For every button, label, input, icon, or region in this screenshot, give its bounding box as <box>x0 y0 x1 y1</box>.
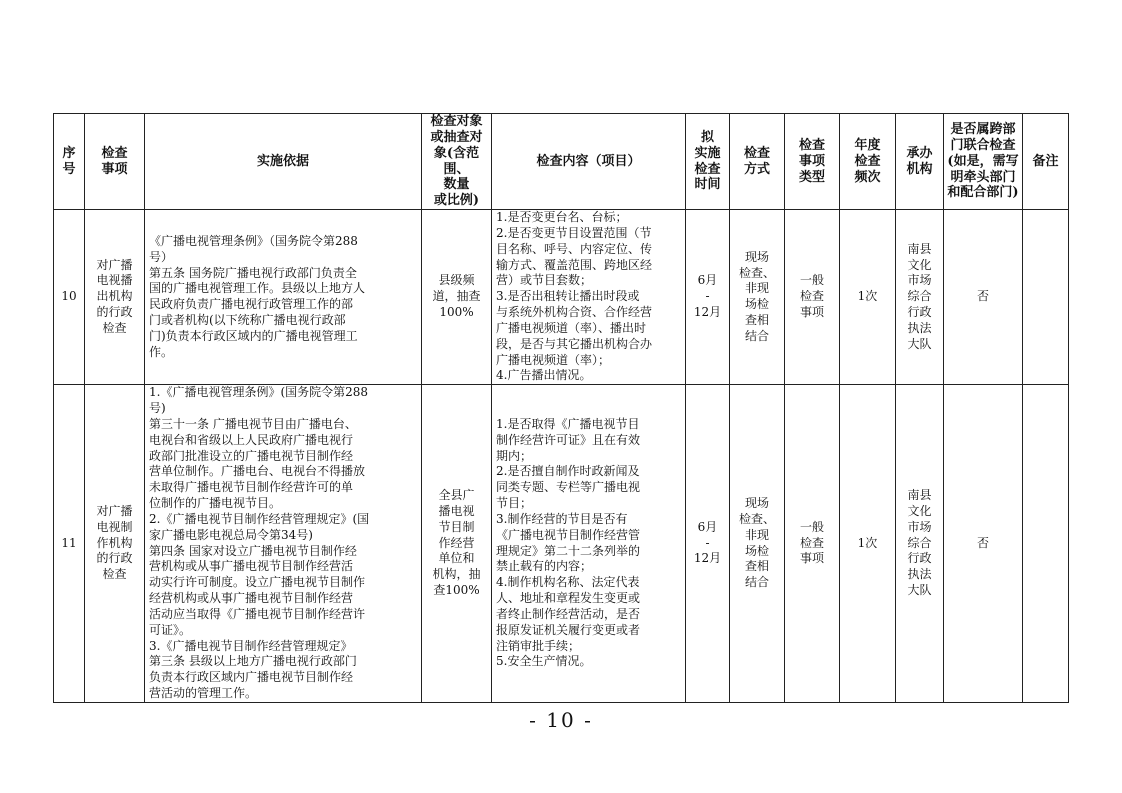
header-content: 检查内容（项目） <box>492 114 686 210</box>
row-type: 一般 检查 事项 <box>785 385 840 703</box>
row-org: 南县 文化 市场 综合 行政 执法 大队 <box>896 210 944 385</box>
header-seq: 序 号 <box>54 114 85 210</box>
table-row <box>54 210 1069 385</box>
row-seq: 11 <box>54 385 85 703</box>
row-note <box>1023 385 1069 703</box>
header-method: 检查 方式 <box>730 114 785 210</box>
row-org: 南县 文化 市场 综合 行政 执法 大队 <box>896 385 944 703</box>
table-row <box>54 385 1069 703</box>
row-content: 1.是否变更台名、台标； 2.是否变更节目设置范围（节 目名称、呼号、内容定位、传 输方式、覆盖范围、跨地区经 营）或节目套数； 3.是否出租转让播出时段或 与系统外机构合资、合作经营 广播电视频道（率）、播出时 段，是否与其它播出机构合办 广播电视频道（率）； 4.广告播出情况。 <box>492 210 686 385</box>
header-row <box>54 114 1069 210</box>
row-joint: 否 <box>944 210 1023 385</box>
row-basis: 《广播电视管理条例》（国务院令第288 号） 第五条 国务院广播电视行政部门负责全 国的广播电视管理工作。县级以上地方人 民政府负责广播电视行政管理工作的部 门或者机构(以下统称广播电视行政部 门)负责本行政区域内的广播电视管理工 作。 <box>145 210 422 385</box>
row-method: 现场 检查、 非现 场检 查相 结合 <box>730 210 785 385</box>
row-type: 一般 检查 事项 <box>785 210 840 385</box>
row-item: 对广播 电视制 作机构 的行政 检查 <box>85 385 145 703</box>
row-time: 6月 - 12月 <box>686 385 730 703</box>
header-type: 检查 事项 类型 <box>785 114 840 210</box>
header-time: 拟 实施 检查 时间 <box>686 114 730 210</box>
header-basis: 实施依据 <box>145 114 422 210</box>
row-item: 对广播 电视播 出机构 的行政 检查 <box>85 210 145 385</box>
row-method: 现场 检查、 非现 场检 查相 结合 <box>730 385 785 703</box>
row-content: 1.是否取得《广播电视节目 制作经营许可证》且在有效 期内； 2.是否擅自制作时政新闻及 同类专题、专栏等广播电视 节目； 3.制作经营的节目是否有 《广播电视节目制作经营管 理规定》第二十二条列举的 禁止载有的内容； 4.制作机构名称、法定代表 人、地址和章程发生变更或 者终止制作经营活动，是否 报原发证机关履行变更或者 注销审批手续； 5.安全生产情况。 <box>492 385 686 703</box>
row-target: 全县广 播电视 节目制 作经营 单位和 机构，抽 查100% <box>422 385 492 703</box>
header-target: 检查对象 或抽查对 象(含范围、 数量 或比例) <box>422 114 492 210</box>
row-basis: 1.《广播电视管理条例》(国务院令第288 号) 第三十一条 广播电视节目由广播电台、 电视台和省级以上人民政府广播电视行 政部门批准设立的广播电视节目制作经 营单位制作。广播电台、电视台不得播放 未取得广播电视节目制作经营许可的单 位制作的广播电视节目。 2.《广播电视节目制作经营管理规定》(国 家广播电影电视总局令第34号) 第四条 国家对设立广播电视节目制作经 营机构或从事广播电视节目制作经营活 动实行许可制度。设立广播电视节目制作 经营机构或从事广播电视节目制作经营 活动应当取得《广播电视节目制作经营许 可证》。 3.《广播电视节目制作经营管理规定》 第三条 县级以上地方广播电视行政部门 负责本行政区域内广播电视节目制作经 营活动的管理工作。 <box>145 385 422 703</box>
header-org: 承办 机构 <box>896 114 944 210</box>
row-target: 县级频 道，抽查 100% <box>422 210 492 385</box>
inspection-table <box>53 113 1069 703</box>
row-freq: 1次 <box>840 210 896 385</box>
row-time: 6月 - 12月 <box>686 210 730 385</box>
row-joint: 否 <box>944 385 1023 703</box>
header-item: 检查 事项 <box>85 114 145 210</box>
row-freq: 1次 <box>840 385 896 703</box>
header-joint: 是否属跨部 门联合检查 (如是，需写 明牵头部门 和配合部门) <box>944 114 1023 210</box>
header-note: 备注 <box>1023 114 1069 210</box>
row-seq: 10 <box>54 210 85 385</box>
header-freq: 年度 检查 频次 <box>840 114 896 210</box>
row-note <box>1023 210 1069 385</box>
page-number: - 10 - <box>529 708 593 732</box>
